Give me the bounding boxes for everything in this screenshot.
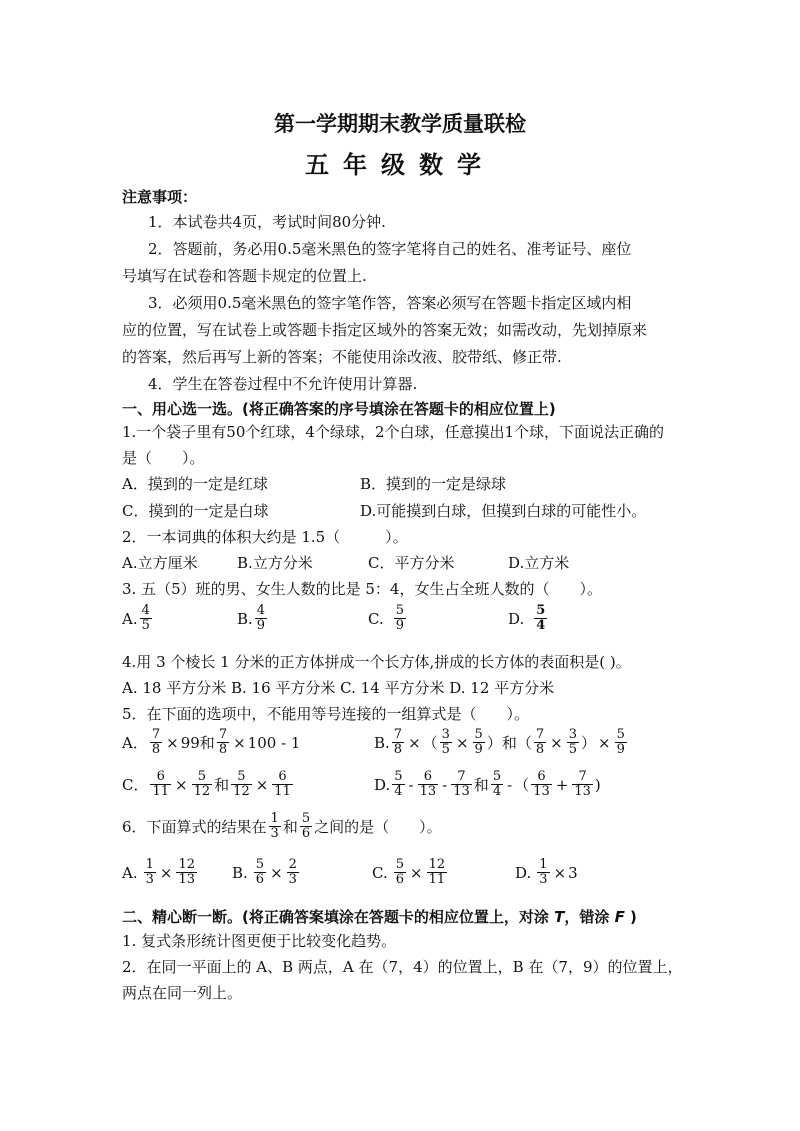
q2-option-b: B.立方分米	[237, 554, 313, 572]
fraction: $\frac{5}{12}$	[193, 769, 211, 799]
fraction: $\frac{1}{3}$	[270, 811, 279, 841]
fraction: $\frac{4}{9}$	[256, 603, 266, 633]
q6-option-a: A. $\frac{1}{3}$ × $\frac{12}{13}$	[122, 857, 196, 887]
q2-option-a: A.立方厘米	[122, 554, 198, 572]
q6-stem: 6．下面算式的结果在 $\frac{1}{3}$ 和 $\frac{5}{6}$ 之间的是（ ）。	[122, 811, 442, 841]
fraction: $\frac{6}{11}$	[152, 769, 170, 799]
q1-option-a: A．摸到的一定是红球	[122, 475, 268, 493]
notice-item-4: 4．学生在答卷过程中不允许使用计算器.	[148, 375, 418, 393]
fraction: $\frac{5}{9}$	[474, 727, 483, 757]
fraction: $\frac{5}{12}$	[233, 769, 250, 799]
section2-heading: 二、精心断一断。(将正确答案填涂在答题卡的相应位置上，对涂 T，错涂 F )	[122, 908, 637, 926]
judge-q2-line1: 2．在同一平面上的 A、B 两点，A 在（7，4）的位置上，B 在（7，9）的位置上，	[122, 958, 683, 976]
fraction: $\frac{5}{9}$	[395, 603, 404, 633]
q3-option-b: B. $\frac{4}{9}$	[237, 603, 266, 633]
fraction: $\frac{5}{4}$	[492, 769, 502, 799]
q5-stem: 5．在下面的选项中，不能用等号连接的一组算式是（ ）。	[122, 705, 530, 723]
q4-stem: 4.用 3 个棱长 1 分米的正方体拼成一个长方体,拼成的长方体的表面积是( )。	[122, 653, 631, 671]
fraction: $\frac{12}{13}$	[178, 857, 196, 887]
fraction: $\frac{12}{11}$	[428, 857, 446, 887]
fraction: $\frac{7}{8}$	[151, 727, 161, 757]
q1-option-d: D.可能摸到白球，但摸到白球的可能性小。	[360, 502, 647, 520]
fraction: $\frac{5}{4}$	[536, 603, 546, 633]
notice-item-2: 2．答题前，务必用0.5毫米黑色的签字笔将自己的姓名、准考证号、座位	[148, 240, 632, 258]
fraction: $\frac{4}{5}$	[141, 603, 150, 633]
exam-subtitle: 五年级数学	[305, 151, 495, 179]
q3-option-a: A. $\frac{4}{5}$	[122, 603, 150, 633]
q3-option-d: D. $\frac{5}{4}$	[508, 603, 546, 633]
fraction: $\frac{6}{13}$	[419, 769, 437, 799]
q1-option-c: C．摸到的一定是白球	[122, 502, 269, 520]
fraction: $\frac{5}{9}$	[616, 727, 625, 757]
fraction: $\frac{5}{4}$	[394, 769, 403, 799]
judge-q1: 1. 复式条形统计图更便于比较变化趋势。	[122, 932, 397, 950]
q4-options: A. 18 平方分米 B. 16 平方分米 C. 14 平方分米 D. 12 平方分米	[122, 679, 555, 697]
q5-option-d: D. $\frac{5}{4}$ - $\frac{6}{13}$ - $\frac{7}{13}$ 和 $\frac{5}{4}$ - （ $\frac{6}{13}$ + $\frac{7}{13}$ )	[374, 769, 601, 799]
notice-item-3-cont-1: 应的位置，写在试卷上或答题卡指定区域外的答案无效；如需改动，先划掉原来	[122, 321, 648, 339]
fraction: $\frac{6}{11}$	[274, 769, 291, 799]
fraction: $\frac{1}{3}$	[539, 857, 548, 887]
fraction: $\frac{6}{13}$	[533, 769, 550, 799]
q1-stem-line1: 1.一个袋子里有50个红球，4个绿球，2个白球，任意摸出1个球，下面说法正确的	[122, 423, 665, 441]
notice-item-2-cont: 号填写在试卷和答题卡规定的位置上.	[122, 267, 367, 285]
fraction: $\frac{5}{6}$	[395, 857, 404, 887]
fraction: $\frac{7}{8}$	[218, 727, 228, 757]
fraction: $\frac{5}{6}$	[255, 857, 265, 887]
q6-option-d: D. $\frac{1}{3}$ × 3	[515, 857, 578, 887]
q6-option-b: B. $\frac{5}{6}$ × $\frac{2}{3}$	[232, 857, 297, 887]
q1-option-b: B．摸到的一定是绿球	[360, 475, 507, 493]
exam-title: 第一学期期末教学质量联检	[274, 112, 526, 136]
notice-heading: 注意事项：	[122, 188, 198, 206]
q2-stem: 2．一本词典的体积大约是 1.5（ ）。	[122, 528, 408, 546]
fraction: $\frac{7}{8}$	[393, 727, 403, 757]
q6-option-c: C. $\frac{5}{6}$ × $\frac{12}{11}$	[372, 857, 446, 887]
fraction: $\frac{7}{8}$	[535, 727, 545, 757]
fraction: $\frac{5}{6}$	[301, 811, 311, 841]
fraction: $\frac{7}{13}$	[574, 769, 591, 799]
notice-item-3: 3．必须用0.5毫米黑色的签字笔作答，答案必须写在答题卡指定区域内相	[148, 294, 632, 312]
q3-option-c: C. $\frac{5}{9}$	[368, 603, 404, 633]
fraction: $\frac{7}{13}$	[453, 769, 470, 799]
q2-option-d: D.立方米	[508, 554, 570, 572]
q5-option-b: B. $\frac{7}{8}$ × （ $\frac{3}{5}$ × $\frac{5}{9}$ ） 和 （ $\frac{7}{8}$ × $\frac{3}{5}$ ） × $\frac{5}{9}$	[374, 727, 625, 757]
fraction: $\frac{3}{5}$	[441, 727, 450, 757]
q5-option-a: A． $\frac{7}{8}$ × 99 和 $\frac{7}{8}$ × 100 - 1	[122, 727, 301, 757]
q1-stem-line2: 是（ ）。	[122, 449, 205, 467]
fraction: $\frac{3}{5}$	[568, 727, 577, 757]
q5-option-c: C． $\frac{6}{11}$ × $\frac{5}{12}$ 和 $\frac{5}{12}$ × $\frac{6}{11}$	[122, 769, 291, 799]
fraction: $\frac{1}{3}$	[145, 857, 154, 887]
judge-q2-line2: 两点在同一列上。	[122, 984, 243, 1002]
notice-item-1: 1．本试卷共4页，考试时间80分钟.	[148, 213, 386, 231]
q2-option-c: C．平方分米	[368, 554, 455, 572]
q3-stem: 3. 五（5）班的男、女生人数的比是 5：4，女生占全班人数的（ ）。	[122, 580, 602, 598]
notice-item-3-cont-2: 的答案，然后再写上新的答案；不能使用涂改液、胶带纸、修正带.	[122, 348, 562, 366]
fraction: $\frac{2}{3}$	[288, 857, 297, 887]
section1-heading: 一、用心选一选。(将正确答案的序号填涂在答题卡的相应位置上)	[122, 400, 556, 418]
